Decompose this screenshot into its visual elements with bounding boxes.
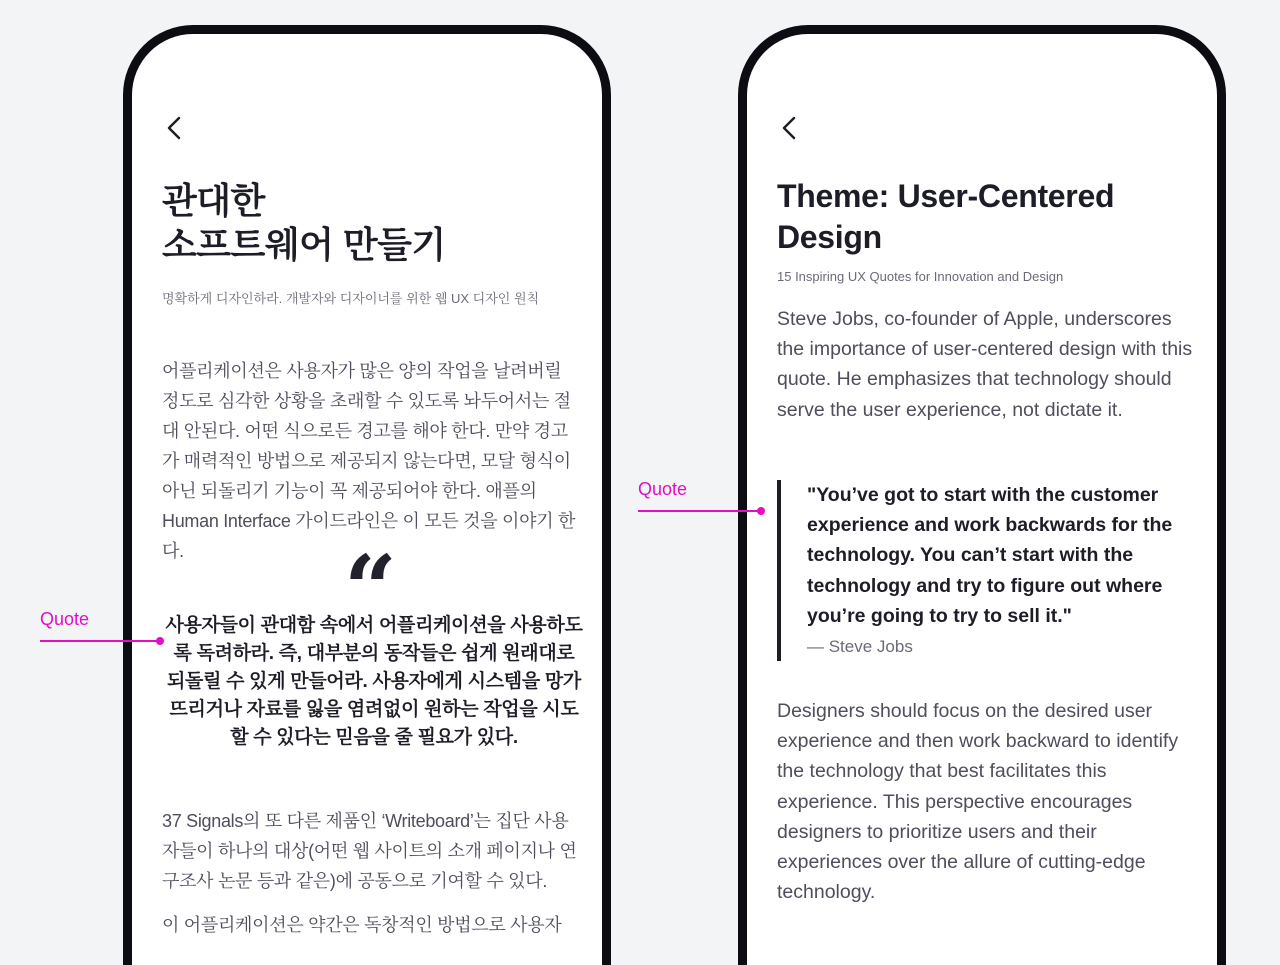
blockquote-text: "You’ve got to start with the customer experience and work backwards for the technology. You can’t start with the technology and try to figure out where you’re going to try to sell it." bbox=[807, 484, 1173, 627]
page-title: Theme: User-Centered Design bbox=[777, 178, 1115, 255]
chevron-left-icon bbox=[781, 116, 797, 140]
blockquote bbox=[777, 480, 1197, 661]
page-title-line1: 관대한 bbox=[162, 180, 265, 221]
annotation-dot-right bbox=[757, 507, 765, 515]
body-paragraph-3: 이 어플리케이션은 약간은 독창적인 방법으로 사용자 bbox=[162, 915, 562, 935]
blockquote-author: — Steve Jobs bbox=[807, 637, 913, 657]
intro-paragraph: Steve Jobs, co-founder of Apple, underscores the importance of user-centered design with this quote. He emphasizes that technology should serve the user experience, not dictate it. bbox=[777, 308, 1193, 421]
annotation-line-right bbox=[638, 510, 760, 512]
annotation-dot-left bbox=[156, 637, 164, 645]
body-paragraph: Designers should focus on the desired user experience and then work backward to identify the technology that best facilitates this experience. This perspective encourages designers to prioritize users and their experiences over the allure of cutting-edge technology. bbox=[777, 700, 1179, 904]
left-phone-screen bbox=[123, 25, 611, 965]
back-button[interactable] bbox=[166, 116, 182, 140]
back-button[interactable] bbox=[781, 116, 797, 140]
page-subtitle: 15 Inspiring UX Quotes for Innovation and Design bbox=[777, 269, 1064, 284]
chevron-left-icon bbox=[166, 116, 182, 140]
body-paragraph-2: 37 Signals의 또 다른 제품인 ‘Writeboard’는 집단 사용자들이 하나의 대상(어떤 웹 사이트의 소개 페이지나 연구조사 논문 등과 같은)에 공동으로 기여할 수 있다. bbox=[162, 811, 577, 891]
page-title bbox=[162, 179, 446, 267]
highlight-quote: 사용자들이 관대함 속에서 어플리케이션을 사용하도록 독려하라. 즉, 대부분의 동작들은 쉽게 원래대로 되돌릴 수 있게 만들어라. 사용자에게 시스템을 망가뜨리거나 자료를 잃을 염려없이 원하는 작업을 시도할 수 있다는 믿음을 줄 필요가 있다. bbox=[165, 615, 583, 748]
intro-paragraph: 어플리케이션은 사용자가 많은 양의 작업을 날려버릴 정도로 심각한 상황을 초래할 수 있도록 놔두어서는 절대 안된다. 어떤 식으로든 경고를 해야 한다. 만약 경고가 매력적인 방법으로 제공되지 않는다면, 모달 형식이 아닌 되돌리기 기능이 꼭 제공되어야 한다. 애플의 Human Interface 가이드라인은 이 모든 것을 이야기 한다. bbox=[162, 361, 576, 561]
annotation-label-quote-left: Quote bbox=[40, 609, 90, 629]
annotation-line-left bbox=[40, 640, 160, 642]
page-title-line2: 소프트웨어 만들기 bbox=[162, 224, 446, 265]
page-subtitle: 명확하게 디자인하라. 개발자와 디자이너를 위한 웹 UX 디자인 원칙 bbox=[162, 291, 540, 306]
annotation-label-quote-right: Quote bbox=[638, 479, 688, 499]
quote-mark-icon: “ bbox=[344, 535, 397, 643]
right-phone-screen bbox=[738, 25, 1226, 965]
